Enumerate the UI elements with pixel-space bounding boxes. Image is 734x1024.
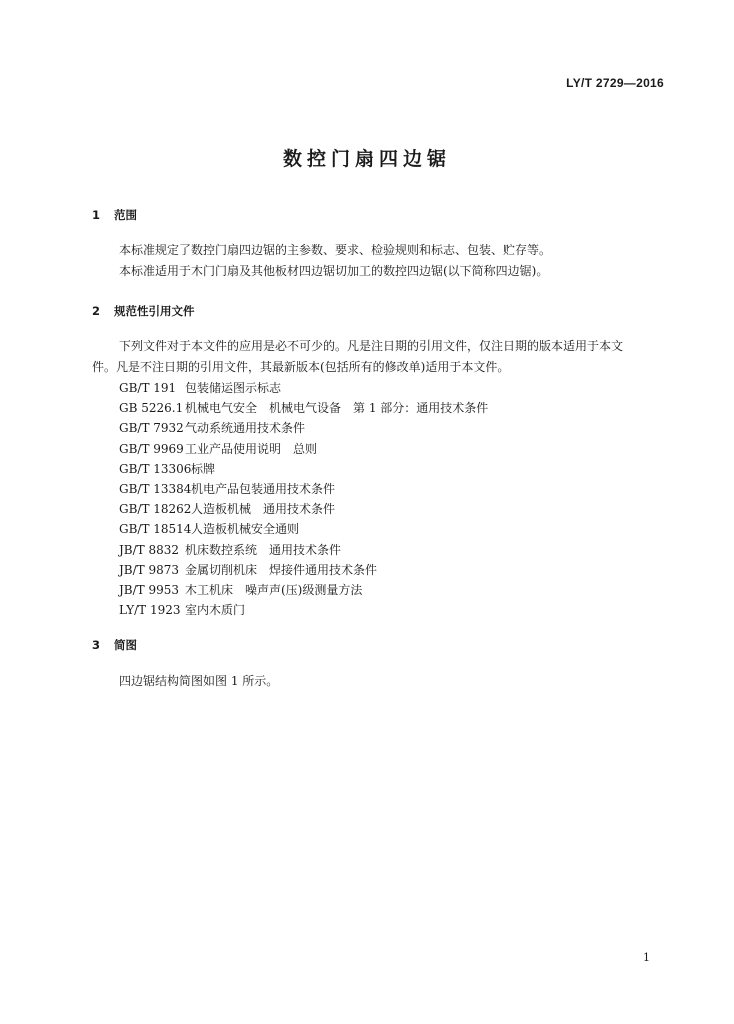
reference-item	[119, 479, 488, 499]
reference-code: GB/T 7932	[119, 421, 184, 436]
section-number: 3	[92, 638, 101, 652]
diagram-paragraph: 四边锯结构简图如图 1 所示。	[119, 674, 279, 688]
reference-title: 人造板机械 通用技术条件	[191, 502, 336, 517]
reference-item	[119, 378, 488, 398]
reference-code: GB 5226.1	[119, 401, 184, 416]
reference-code: GB/T 18262	[119, 502, 192, 517]
references-intro-line-1: 下列文件对于本文件的应用是必不可少的。凡是注日期的引用文件，仅注日期的版本适用于本文	[119, 339, 624, 353]
reference-code: GB/T 13384	[119, 482, 192, 497]
reference-item	[119, 519, 488, 539]
reference-item	[119, 540, 488, 560]
reference-item	[119, 439, 488, 459]
section-heading-diagram	[92, 637, 137, 653]
section-heading-scope	[92, 207, 137, 223]
page-number: 1	[643, 951, 650, 964]
reference-title: 室内木质门	[185, 603, 246, 618]
reference-title: 气动系统通用技术条件	[185, 421, 306, 436]
reference-code: GB/T 13306	[119, 461, 192, 476]
reference-code: GB/T 18514	[119, 522, 192, 537]
scope-paragraph-1: 本标准规定了数控门扇四边锯的主参数、要求、检验规则和标志、包装、贮存等。	[119, 243, 552, 257]
section-number: 2	[92, 304, 101, 318]
reference-code: JB/T 9953	[119, 583, 180, 598]
reference-item	[119, 459, 488, 479]
section-title: 规范性引用文件	[114, 304, 195, 318]
reference-item	[119, 418, 488, 438]
section-number: 1	[92, 208, 101, 222]
reference-title: 机床数控系统 通用技术条件	[185, 542, 342, 557]
reference-title: 包装储运图示标志	[185, 381, 282, 395]
reference-code: GB/T 191	[119, 381, 177, 395]
reference-title: 金属切削机床 焊接件通用技术条件	[185, 562, 378, 577]
section-title: 范围	[114, 208, 137, 222]
reference-item	[119, 600, 488, 620]
reference-code: JB/T 8832	[119, 542, 180, 557]
reference-title: 人造板机械安全通则	[191, 522, 300, 537]
document-title: 数控门扇四边锯	[282, 148, 451, 170]
section-title: 简图	[114, 638, 137, 652]
reference-title: 标牌	[191, 461, 216, 476]
references-intro-line-2: 件。凡是不注日期的引用文件，其最新版本(包括所有的修改单)适用于本文件。	[92, 360, 510, 374]
reference-title: 机械电气安全 机械电气设备 第 1 部分：通用技术条件	[185, 401, 489, 416]
reference-list	[119, 378, 488, 620]
reference-title: 工业产品使用说明 总则	[185, 441, 318, 456]
standard-code: LY/T 2729—2016	[566, 76, 664, 90]
section-heading-normative-references	[92, 303, 195, 319]
reference-item	[119, 499, 488, 519]
scope-paragraph-2: 本标准适用于木门门扇及其他板材四边锯切加工的数控四边锯(以下简称四边锯)。	[119, 264, 549, 278]
reference-title: 木工机床 噪声声(压)级测量方法	[185, 583, 363, 598]
reference-code: LY/T 1923	[119, 603, 181, 618]
reference-item	[119, 398, 488, 418]
reference-item	[119, 560, 488, 580]
reference-code: GB/T 9969	[119, 441, 184, 456]
reference-title: 机电产品包装通用技术条件	[191, 482, 336, 497]
reference-item	[119, 580, 488, 600]
reference-code: JB/T 9873	[119, 562, 180, 577]
